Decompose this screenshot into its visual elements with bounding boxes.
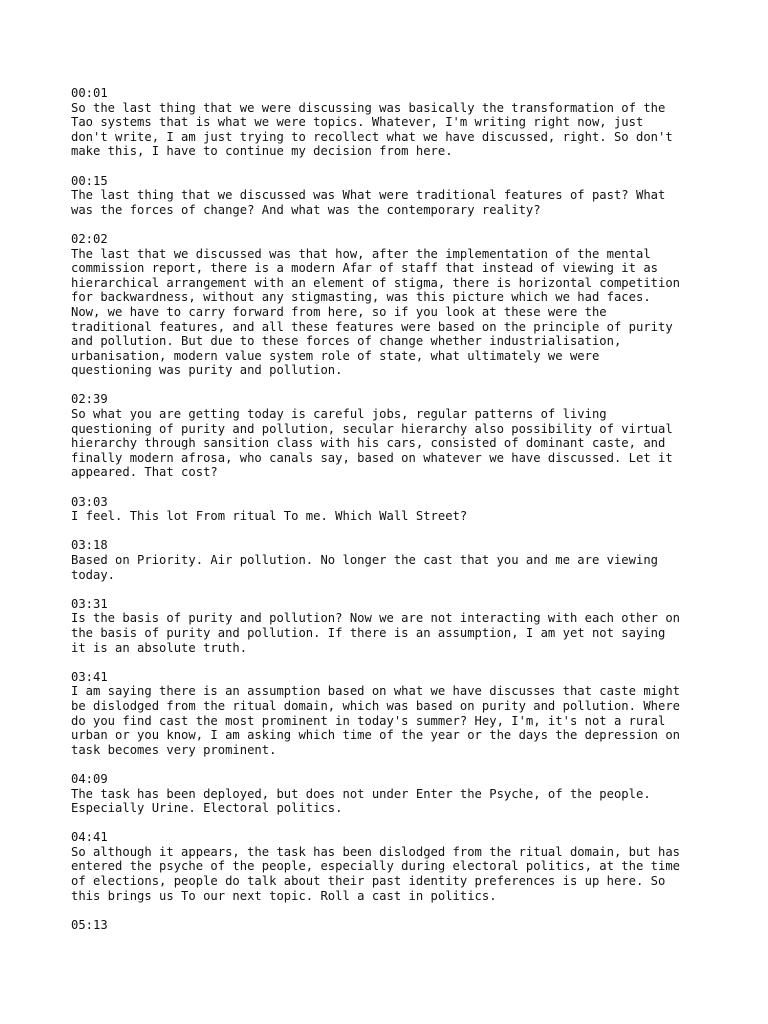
transcript-page	[71, 86, 721, 947]
transcript-entry	[71, 392, 721, 480]
timestamp: 05:13	[71, 917, 108, 932]
transcript-line: traditional features, and all these features were based on the principle of purity	[71, 319, 673, 334]
transcript-line: I feel. This lot From ritual To me. Which Wall Street?	[71, 509, 468, 524]
timestamp: 00:01	[71, 86, 108, 100]
transcript-line: don't write, I am just trying to recollect what we have discussed, right. So don't	[71, 129, 673, 144]
transcript-line: task becomes very prominent.	[71, 742, 277, 757]
timestamp: 00:15	[71, 173, 108, 188]
transcript-line: commission report, there is a modern Afar of staff that instead of viewing it as	[71, 261, 658, 276]
transcript-line: do you find cast the most prominent in today's summer? Hey, I'm, it's not a rural	[71, 713, 666, 728]
transcript-entry	[71, 86, 721, 159]
transcript-line: questioning of purity and pollution, secular hierarchy also possibility of virtual	[71, 421, 673, 436]
transcript-entry	[71, 670, 721, 758]
transcript-line: entered the psyche of the people, especially during electoral politics, at the time	[71, 859, 681, 874]
transcript-line: So what you are getting today is careful jobs, regular patterns of living	[71, 407, 607, 422]
transcript-line: hierarchical arrangement with an element of stigma, there is horizontal competition	[71, 275, 681, 290]
transcript-line: this brings us To our next topic. Roll a cast in politics.	[71, 888, 497, 903]
transcript-entry	[71, 538, 721, 582]
transcript-line: was the forces of change? And what was the contemporary reality?	[71, 202, 541, 217]
transcript-entry	[71, 918, 721, 933]
timestamp: 04:09	[71, 771, 108, 786]
transcript-line: finally modern afrosa, who canals say, based on whatever we have discussed. Let it	[71, 450, 673, 465]
transcript-line: questioning was purity and pollution.	[71, 363, 343, 378]
timestamp: 02:39	[71, 392, 108, 407]
transcript-line: I am saying there is an assumption based on what we have discusses that caste might	[71, 684, 681, 699]
transcript-line: The last that we discussed was that how, after the implementation of the mental	[71, 246, 651, 261]
transcript-entry	[71, 830, 721, 903]
transcript-line: and pollution. But due to these forces of change whether industrialisation,	[71, 334, 622, 349]
transcript-line: the basis of purity and pollution. If there is an assumption, I am yet not saying	[71, 625, 666, 640]
timestamp: 03:31	[71, 596, 108, 611]
transcript-line: The last thing that we discussed was What were traditional features of past? What	[71, 188, 666, 203]
transcript-line: of elections, people do talk about their past identity preferences is up here. So	[71, 874, 666, 889]
transcript-line: So the last thing that we were discussing was basically the transformation of the	[71, 100, 666, 115]
transcript-line: urbanisation, modern value system role of state, what ultimately we were	[71, 348, 600, 363]
transcript-line: be dislodged from the ritual domain, which was based on purity and pollution. Where	[71, 698, 681, 713]
timestamp: 04:41	[71, 830, 108, 845]
timestamp: 02:02	[71, 231, 108, 246]
transcript-line: Tao systems that is what we were topics. Whatever, I'm writing right now, just	[71, 115, 644, 130]
transcript-line: hierarchy through sansition class with his cars, consisted of dominant caste, and	[71, 436, 666, 451]
timestamp: 03:41	[71, 669, 108, 684]
transcript-line: urban or you know, I am asking which time of the year or the days the depression on	[71, 728, 681, 743]
transcript-entry	[71, 495, 721, 524]
transcript-entry	[71, 232, 721, 378]
transcript-line: appeared. That cost?	[71, 465, 218, 480]
transcript-entry	[71, 772, 721, 816]
transcript-entry	[71, 174, 721, 218]
timestamp: 03:03	[71, 494, 108, 509]
transcript-line: So although it appears, the task has been dislodged from the ritual domain, but has	[71, 844, 681, 859]
transcript-line: for backwardness, without any stigmasting, was this picture which we had faces.	[71, 290, 651, 305]
transcript-line: Is the basis of purity and pollution? Now we are not interacting with each other on	[71, 611, 681, 626]
transcript-line: Based on Priority. Air pollution. No longer the cast that you and me are viewing	[71, 553, 658, 567]
transcript-line: make this, I have to continue my decision from here.	[71, 144, 453, 159]
transcript-line: Especially Urine. Electoral politics.	[71, 801, 343, 816]
timestamp: 03:18	[71, 538, 108, 553]
transcript-line: The task has been deployed, but does not under Enter the Psyche, of the people.	[71, 786, 651, 801]
transcript-line: it is an absolute truth.	[71, 640, 248, 655]
transcript-entry	[71, 597, 721, 655]
transcript-line: today.	[71, 567, 116, 582]
transcript-line: Now, we have to carry forward from here, so if you look at these were the	[71, 304, 607, 319]
